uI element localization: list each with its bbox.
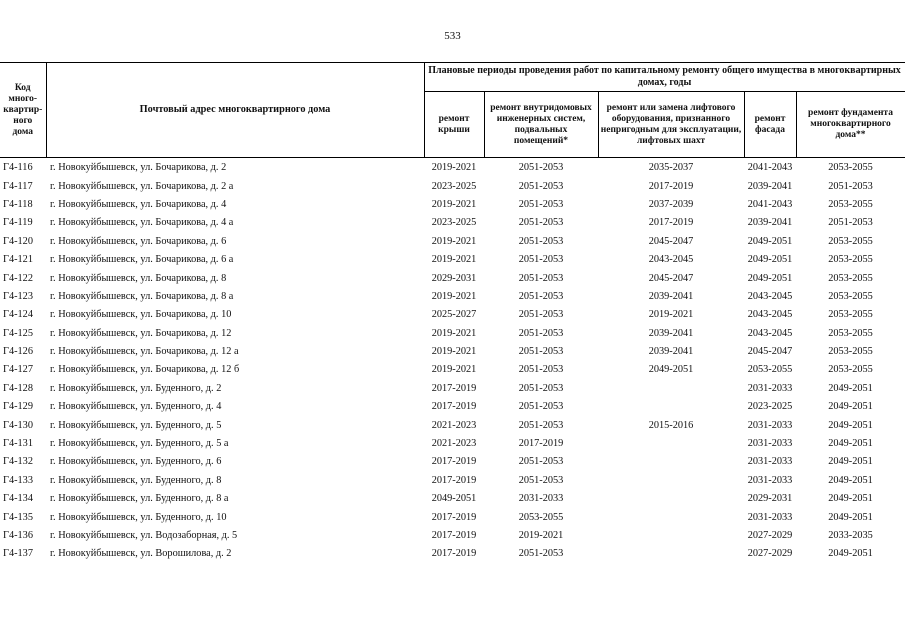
house-address: г. Новокуйбышевск, ул. Бочарикова, д. 4 [50, 198, 227, 210]
house-address: г. Новокуйбышевск, ул. Буденного, д. 8 а [50, 493, 229, 505]
header-facade: ремонт фасада [744, 92, 796, 158]
facade-period: 2041-2043 [747, 198, 793, 210]
house-address: г. Новокуйбышевск, ул. Водозаборная, д. 5 [50, 530, 238, 541]
roof-period: 2021-2023 [431, 438, 477, 450]
facade-period: 2027-2029 [747, 548, 793, 560]
facade-period: 2031-2033 [747, 511, 793, 523]
facade-period: 2031-2033 [747, 456, 793, 468]
foundation-period: 2053-2055 [828, 309, 873, 321]
roof-period: 2019-2021 [431, 327, 477, 339]
table-row [0, 545, 905, 563]
header-systems: ремонт внутридомовых инженерных систем, подвальных помещений* [484, 92, 598, 158]
table-row [0, 508, 905, 526]
house-code: Г4-124 [3, 309, 33, 321]
facade-period: 2031-2033 [747, 438, 793, 450]
elevator-period: 2037-2039 [648, 198, 694, 210]
elevator-period: 2039-2041 [648, 290, 694, 302]
foundation-period: 2053-2055 [828, 162, 873, 174]
table-row [0, 251, 905, 269]
table-row [0, 453, 905, 471]
elevator-period: 2015-2016 [648, 419, 694, 431]
house-code: Г4-133 [3, 474, 33, 486]
foundation-period: 2049-2051 [828, 511, 873, 523]
house-code: Г4-121 [3, 254, 33, 266]
facade-period: 2043-2045 [747, 309, 793, 321]
roof-period: 2017-2019 [431, 511, 477, 523]
systems-period: 2051-2053 [518, 474, 564, 486]
house-code: Г4-131 [3, 438, 33, 450]
table-row [0, 177, 905, 195]
facade-period: 2039-2041 [747, 180, 793, 192]
house-address: г. Новокуйбышевск, ул. Бочарикова, д. 12 б [50, 364, 240, 376]
facade-period: 2039-2041 [747, 217, 793, 229]
foundation-period: 2049-2051 [828, 438, 873, 450]
house-address: г. Новокуйбышевск, ул. Бочарикова, д. 2 [50, 162, 227, 174]
foundation-period: 2053-2055 [828, 364, 873, 376]
table-row [0, 490, 905, 508]
house-code: Г4-118 [3, 198, 33, 210]
elevator-period: 2017-2019 [648, 217, 694, 229]
house-code: Г4-132 [3, 456, 33, 468]
house-address: г. Новокуйбышевск, ул. Буденного, д. 5 а [50, 438, 229, 450]
systems-period: 2051-2053 [518, 401, 564, 413]
house-address: г. Новокуйбышевск, ул. Бочарикова, д. 2 а [50, 180, 234, 192]
elevator-period [598, 527, 744, 545]
elevator-period: 2043-2045 [648, 254, 694, 266]
table-body [0, 158, 905, 564]
foundation-period: 2053-2055 [828, 235, 873, 247]
systems-period: 2051-2053 [518, 327, 564, 339]
systems-period: 2017-2019 [518, 438, 564, 450]
house-address: г. Новокуйбышевск, ул. Бочарикова, д. 8 а [50, 290, 234, 302]
house-address: г. Новокуйбышевск, ул. Бочарикова, д. 12 а [50, 346, 239, 358]
foundation-period: 2049-2051 [828, 456, 873, 468]
facade-period: 2049-2051 [747, 254, 793, 266]
foundation-period: 2049-2051 [828, 382, 873, 394]
facade-period: 2031-2033 [747, 419, 793, 431]
house-address: г. Новокуйбышевск, ул. Ворошилова, д. 2 [50, 548, 232, 560]
systems-period: 2051-2053 [518, 235, 564, 247]
roof-period: 2019-2021 [431, 254, 477, 266]
facade-period: 2053-2055 [747, 364, 793, 376]
elevator-period [598, 435, 744, 453]
table-row [0, 527, 905, 545]
facade-period: 2043-2045 [747, 327, 793, 339]
facade-period: 2045-2047 [747, 346, 793, 358]
house-code: Г4-126 [3, 346, 33, 358]
house-code: Г4-123 [3, 290, 33, 302]
house-code: Г4-128 [3, 382, 33, 394]
table-row [0, 380, 905, 398]
roof-period: 2017-2019 [431, 382, 477, 394]
table-row [0, 398, 905, 416]
house-code: Г4-127 [3, 364, 33, 376]
table-row [0, 214, 905, 232]
table-row [0, 343, 905, 361]
roof-period: 2025-2027 [431, 309, 477, 321]
roof-period: 2017-2019 [431, 456, 477, 468]
roof-period: 2023-2025 [431, 217, 477, 229]
elevator-period [598, 545, 744, 563]
roof-period: 2019-2021 [431, 290, 477, 302]
house-code: Г4-116 [3, 162, 33, 174]
house-code: Г4-129 [3, 401, 33, 413]
page-number: 533 [444, 30, 461, 42]
table-row [0, 233, 905, 251]
foundation-period: 2049-2051 [828, 474, 873, 486]
house-address: г. Новокуйбышевск, ул. Буденного, д. 6 [50, 456, 222, 468]
table-row [0, 325, 905, 343]
roof-period: 2021-2023 [431, 419, 477, 431]
house-address: г. Новокуйбышевск, ул. Буденного, д. 8 [50, 474, 222, 486]
house-address: г. Новокуйбышевск, ул. Бочарикова, д. 6 а [50, 254, 234, 266]
house-address: г. Новокуйбышевск, ул. Буденного, д. 2 [50, 382, 222, 394]
roof-period: 2019-2021 [431, 162, 477, 174]
house-address: г. Новокуйбышевск, ул. Бочарикова, д. 12 [50, 327, 232, 339]
systems-period: 2051-2053 [518, 346, 564, 358]
systems-period: 2051-2053 [518, 456, 564, 468]
house-code: Г4-120 [3, 235, 33, 247]
table-row [0, 288, 905, 306]
table-header [0, 63, 905, 158]
house-address: г. Новокуйбышевск, ул. Бочарикова, д. 8 [50, 272, 227, 284]
table-row [0, 416, 905, 434]
roof-period: 2019-2021 [431, 198, 477, 210]
facade-period: 2031-2033 [747, 382, 793, 394]
facade-period: 2029-2031 [747, 493, 793, 505]
roof-period: 2019-2021 [431, 346, 477, 358]
roof-period: 2017-2019 [431, 474, 477, 486]
house-address: г. Новокуйбышевск, ул. Бочарикова, д. 10 [50, 309, 232, 321]
house-code: Г4-117 [3, 180, 33, 192]
foundation-period: 2053-2055 [828, 290, 873, 302]
systems-period: 2051-2053 [518, 419, 564, 431]
facade-period: 2023-2025 [747, 401, 793, 413]
elevator-period: 2049-2051 [648, 364, 694, 376]
header-code: Код много-квартир-ного дома [0, 63, 46, 158]
systems-period: 2051-2053 [518, 290, 564, 302]
foundation-period: 2053-2055 [828, 272, 873, 284]
systems-period: 2051-2053 [518, 548, 564, 560]
table-row [0, 472, 905, 490]
header-periods: Плановые периоды проведения работ по капитальному ремонту общего имущества в многоквартирных домах, годы [424, 63, 905, 92]
facade-period: 2027-2029 [747, 530, 793, 541]
elevator-period: 2017-2019 [648, 180, 694, 192]
elevator-period [598, 472, 744, 490]
foundation-period: 2051-2053 [828, 180, 873, 192]
house-address: г. Новокуйбышевск, ул. Бочарикова, д. 6 [50, 235, 227, 247]
roof-period: 2049-2051 [431, 493, 477, 505]
table-row [0, 269, 905, 287]
systems-period: 2031-2033 [518, 493, 564, 505]
elevator-period [598, 398, 744, 416]
header-foundation: ремонт фундамента многоквартирного дома** [796, 92, 905, 158]
table-row [0, 306, 905, 324]
elevator-period: 2035-2037 [648, 162, 694, 174]
elevator-period: 2045-2047 [648, 272, 694, 284]
systems-period: 2051-2053 [518, 198, 564, 210]
systems-period: 2051-2053 [518, 254, 564, 266]
systems-period: 2051-2053 [518, 309, 564, 321]
house-address: г. Новокуйбышевск, ул. Буденного, д. 5 [50, 419, 222, 431]
systems-period: 2051-2053 [518, 382, 564, 394]
systems-period: 2053-2055 [518, 511, 564, 523]
foundation-period: 2053-2055 [828, 346, 873, 358]
header-elevator: ремонт или замена лифтового оборудования, признанного непригодным для эксплуатации, лифтовых шахт [598, 92, 744, 158]
house-address: г. Новокуйбышевск, ул. Буденного, д. 4 [50, 401, 222, 413]
systems-period: 2051-2053 [518, 364, 564, 376]
facade-period: 2041-2043 [747, 162, 793, 174]
foundation-period: 2049-2051 [828, 401, 873, 413]
table-row [0, 158, 905, 178]
elevator-period: 2039-2041 [648, 327, 694, 339]
systems-period: 2051-2053 [518, 272, 564, 284]
elevator-period: 2019-2021 [648, 309, 694, 321]
house-code: Г4-137 [3, 548, 33, 560]
house-address: г. Новокуйбышевск, ул. Буденного, д. 10 [50, 511, 227, 523]
foundation-period: 2053-2055 [828, 254, 873, 266]
elevator-period: 2045-2047 [648, 235, 694, 247]
header-roof: ремонт крыши [424, 92, 484, 158]
foundation-period: 2051-2053 [828, 217, 873, 229]
roof-period: 2029-2031 [431, 272, 477, 284]
elevator-period [598, 490, 744, 508]
house-code: Г4-125 [3, 327, 33, 339]
foundation-period: 2033-2035 [828, 530, 873, 541]
facade-period: 2049-2051 [747, 235, 793, 247]
systems-period: 2019-2021 [518, 530, 564, 541]
house-code: Г4-136 [3, 530, 33, 541]
foundation-period: 2053-2055 [828, 327, 873, 339]
house-code: Г4-122 [3, 272, 33, 284]
facade-period: 2049-2051 [747, 272, 793, 284]
house-code: Г4-119 [3, 217, 33, 229]
foundation-period: 2049-2051 [828, 419, 873, 431]
roof-period: 2019-2021 [431, 235, 477, 247]
foundation-period: 2053-2055 [828, 198, 873, 210]
house-code: Г4-130 [3, 419, 33, 431]
house-code: Г4-135 [3, 511, 33, 523]
systems-period: 2051-2053 [518, 180, 564, 192]
roof-period: 2019-2021 [431, 364, 477, 376]
capital-repair-table [0, 62, 905, 564]
facade-period: 2031-2033 [747, 474, 793, 486]
foundation-period: 2049-2051 [828, 548, 873, 560]
header-address: Почтовый адрес многоквартирного дома [46, 63, 424, 158]
house-address: г. Новокуйбышевск, ул. Бочарикова, д. 4 а [50, 217, 234, 229]
elevator-period: 2039-2041 [648, 346, 694, 358]
house-code: Г4-134 [3, 493, 33, 505]
roof-period: 2017-2019 [431, 401, 477, 413]
elevator-period [598, 380, 744, 398]
foundation-period: 2049-2051 [828, 493, 873, 505]
systems-period: 2051-2053 [518, 162, 564, 174]
table-row [0, 361, 905, 379]
table-row [0, 435, 905, 453]
facade-period: 2043-2045 [747, 290, 793, 302]
elevator-period [598, 508, 744, 526]
roof-period: 2017-2019 [431, 530, 477, 541]
table-row [0, 196, 905, 214]
elevator-period [598, 453, 744, 471]
roof-period: 2017-2019 [431, 548, 477, 560]
systems-period: 2051-2053 [518, 217, 564, 229]
roof-period: 2023-2025 [431, 180, 477, 192]
